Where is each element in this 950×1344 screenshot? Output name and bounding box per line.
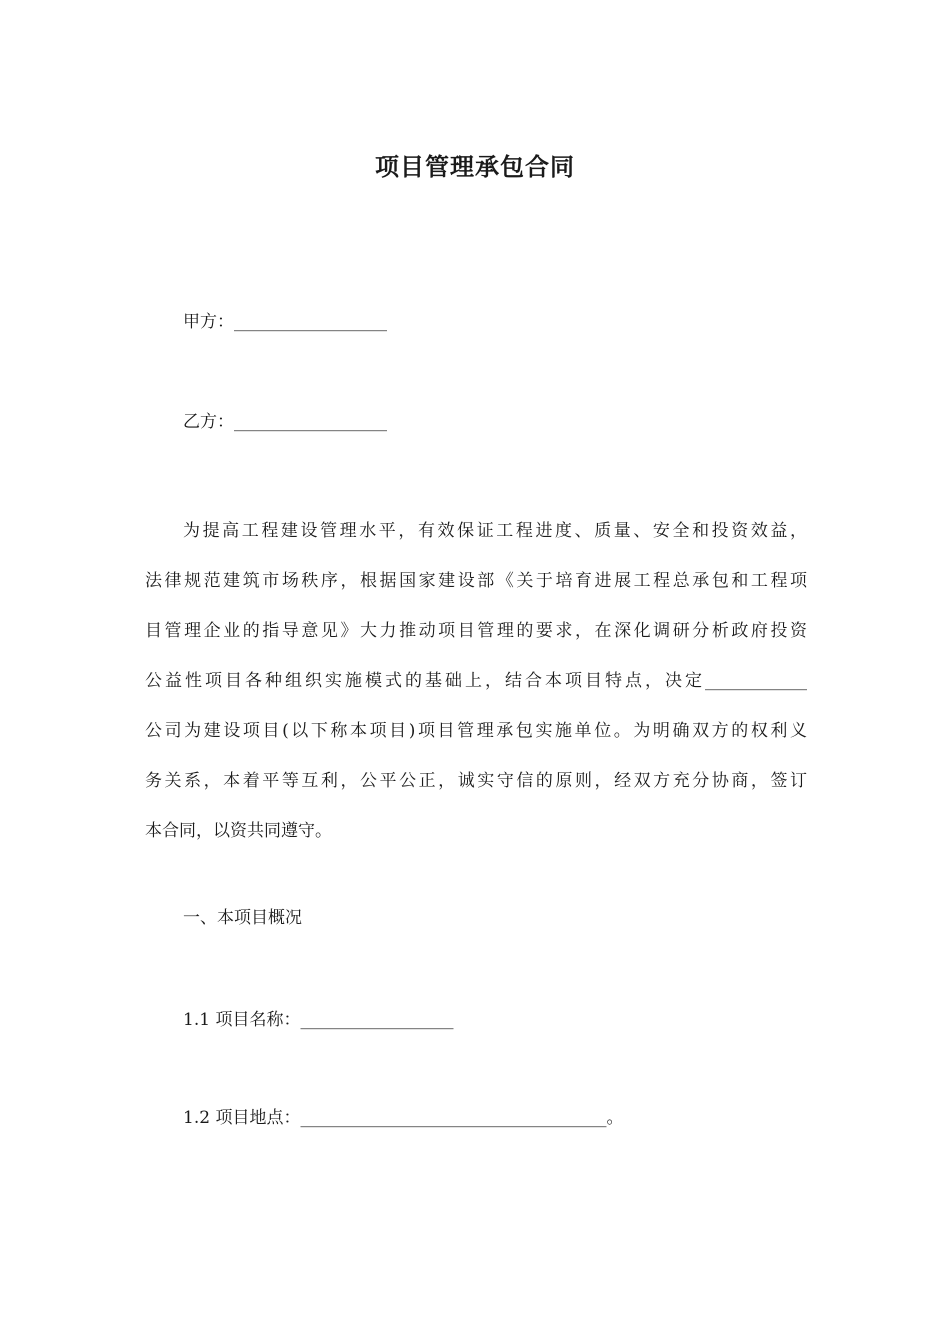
- project-name-field: 1.1 项目名称：__________________: [183, 1010, 454, 1030]
- preamble-line: 目管理企业的指导意见》大力推动项目管理的要求，在深化调研分析政府投资: [145, 621, 807, 641]
- preamble-line: 本合同，以资共同遵守。: [145, 821, 332, 841]
- page-title: 项目管理承包合同: [375, 153, 575, 182]
- preamble-line: 法律规范建筑市场秩序，根据国家建设部《关于培育进展工程总承包和工程项: [145, 571, 807, 591]
- preamble-line: 公司为建设项目(以下称本项目)项目管理承包实施单位。为明确双方的权利义: [145, 721, 807, 741]
- preamble-line: 为提高工程建设管理水平，有效保证工程进度、质量、安全和投资效益，: [183, 521, 807, 541]
- party-a-field: 甲方：__________________: [183, 312, 387, 332]
- party-b-field: 乙方：__________________: [183, 412, 387, 432]
- preamble-line: 公益性项目各种组织实施模式的基础上，结合本项目特点，决定____________: [145, 671, 807, 691]
- preamble-paragraph: [145, 506, 807, 856]
- preamble-line: 务关系，本着平等互利，公平公正，诚实守信的原则，经双方充分协商，签订: [145, 771, 807, 791]
- section-heading-project-overview: 一、本项目概况: [183, 908, 302, 928]
- project-location-field: 1.2 项目地点：____________________________________。: [183, 1108, 624, 1128]
